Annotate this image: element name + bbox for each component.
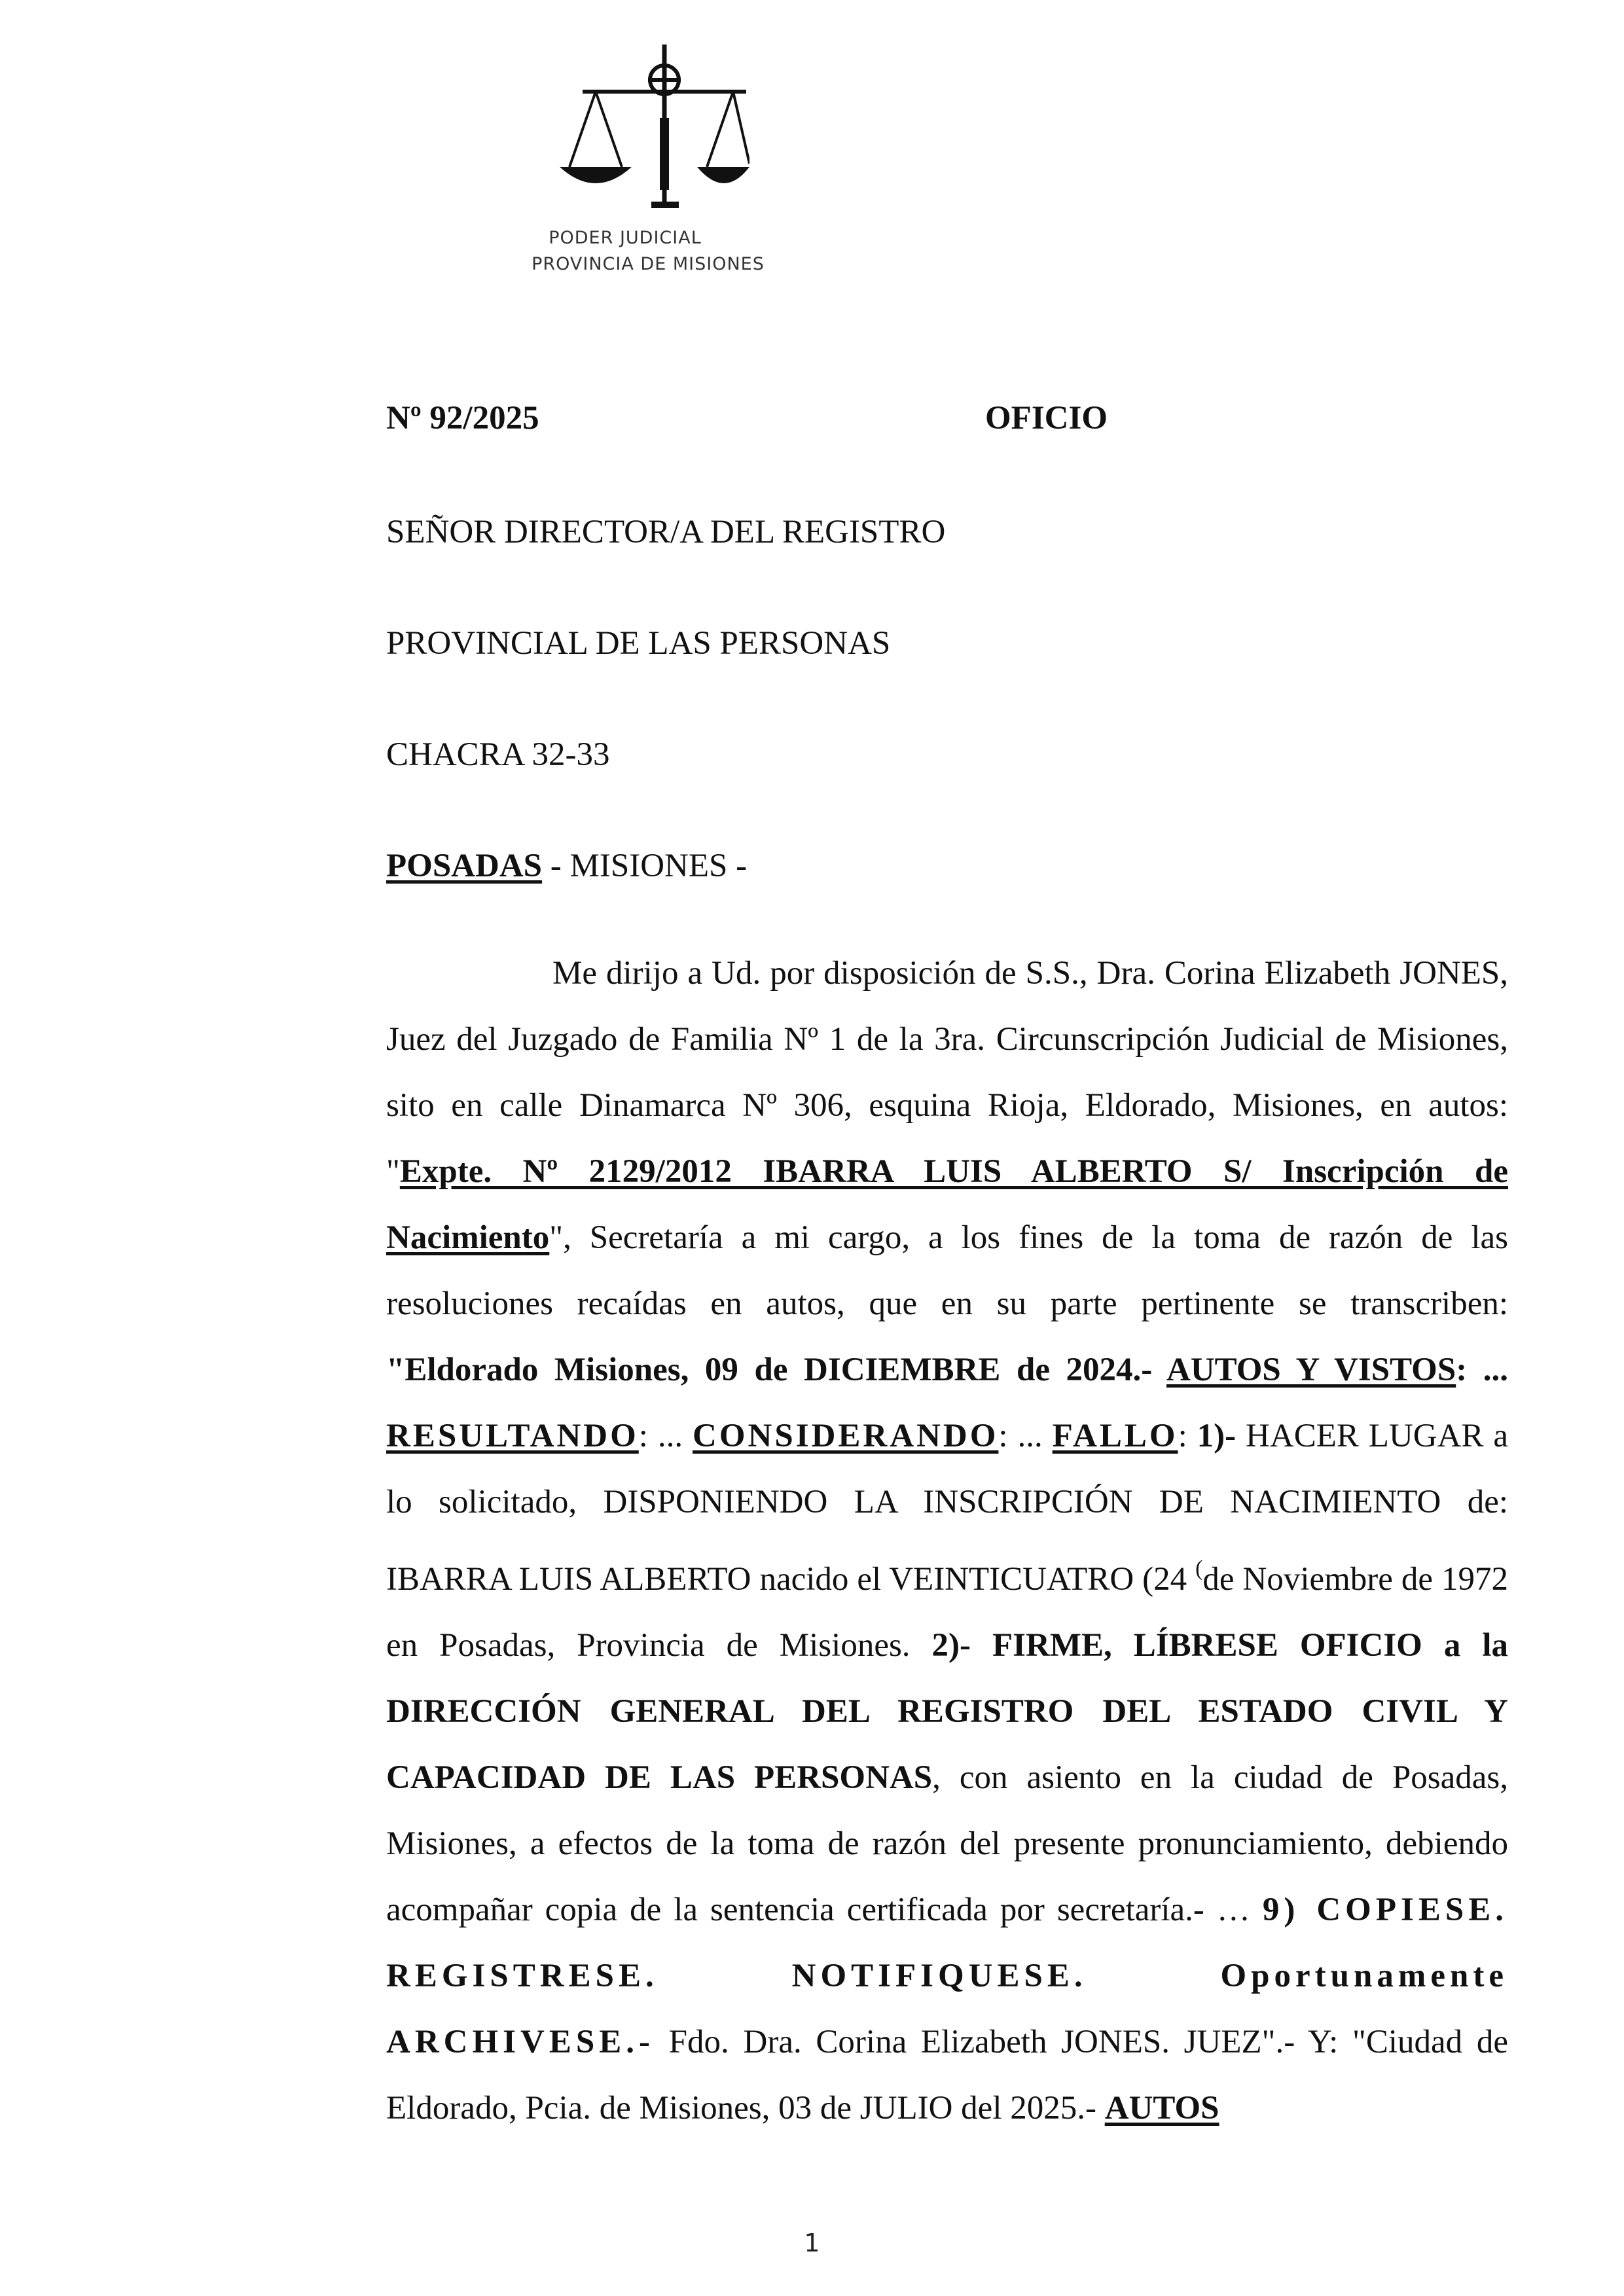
document-number: Nº 92/2025 bbox=[386, 400, 539, 437]
scales-of-justice-icon bbox=[547, 39, 749, 223]
address-line-1: SEÑOR DIRECTOR/A DEL REGISTRO bbox=[386, 514, 946, 550]
resolution-clause: 9) COPIESE. REGISTRESE. NOTIFIQUESE. Oportunamente ARCHIVESE.- bbox=[386, 1892, 1508, 2060]
court-logo bbox=[517, 39, 779, 288]
address-city: POSADAS bbox=[386, 848, 543, 884]
case-reference: Expte. Nº 2129/2012 IBARRA LUIS ALBERTO S/ Inscripción de Nacimiento bbox=[386, 1153, 1508, 1256]
address-line-3: CHACRA 32-33 bbox=[386, 736, 610, 773]
document-header bbox=[386, 390, 1508, 946]
address-province: - MISIONES - bbox=[542, 848, 748, 884]
logo-line-1: PODER JUDICIAL bbox=[549, 228, 702, 248]
address-city-line bbox=[386, 835, 1508, 946]
body-paragraph: Me dirijo a Ud. por disposición de S.S., Dra. Corina Elizabeth JONES, Juez del Juzgado de Familia Nº 1 de la 3ra. Circunscripción Judicial de Misiones, sito en calle Dinamarca Nº 306, esquina Rioja, Eldorado, Misiones, en autos: "Expte. Nº 2129/2012 IBARRA LUIS ALBERTO S/ Inscripción de Nacimiento", Secretaría a mi cargo, a los fines de la toma de razón de las resoluciones recaídas en autos, que en su parte pertinente se transcriben: "Eldorado Misiones, 09 de DICIEMBRE de 2024.- AUTOS Y VISTOS: ... RESULTANDO: ... CONSIDERANDO: ... FALLO: 1)- HACER LUGAR a lo solicitado, DISPONIENDO LA INSCRIPCIÓN DE NACIMIENTO de: IBARRA LUIS ALBERTO nacido el VEINTICUATRO (24 (de Noviembre de 1972 en Posadas, Provincia de Misiones. 2)- FIRME, LÍBRESE OFICIO a la DIRECCIÓN GENERAL DEL REGISTRO DEL ESTADO CIVIL Y CAPACIDAD DE LAS PERSONAS, con asiento en la ciudad de Posadas, Misiones, a efectos de la toma de razón del presente pronunciamiento, debiendo acompañar copia de la sentencia certificada por secretaría.- … 9) COPIESE. REGISTRESE. NOTIFIQUESE. Oportunamente ARCHIVESE.- Fdo. Dra. Corina Elizabeth JONES. JUEZ".- Y: "Ciudad de Eldorado, Pcia. de Misiones, 03 de JULIO del 2025.- AUTOS bbox=[386, 955, 1509, 2126]
address-line-2: PROVINCIAL DE LAS PERSONAS bbox=[386, 625, 891, 662]
document-type: OFICIO bbox=[985, 400, 1108, 437]
heading-row bbox=[386, 390, 1508, 456]
logo-line-2: PROVINCIA DE MISIONES bbox=[532, 254, 765, 274]
page-number: 1 bbox=[804, 2229, 820, 2257]
